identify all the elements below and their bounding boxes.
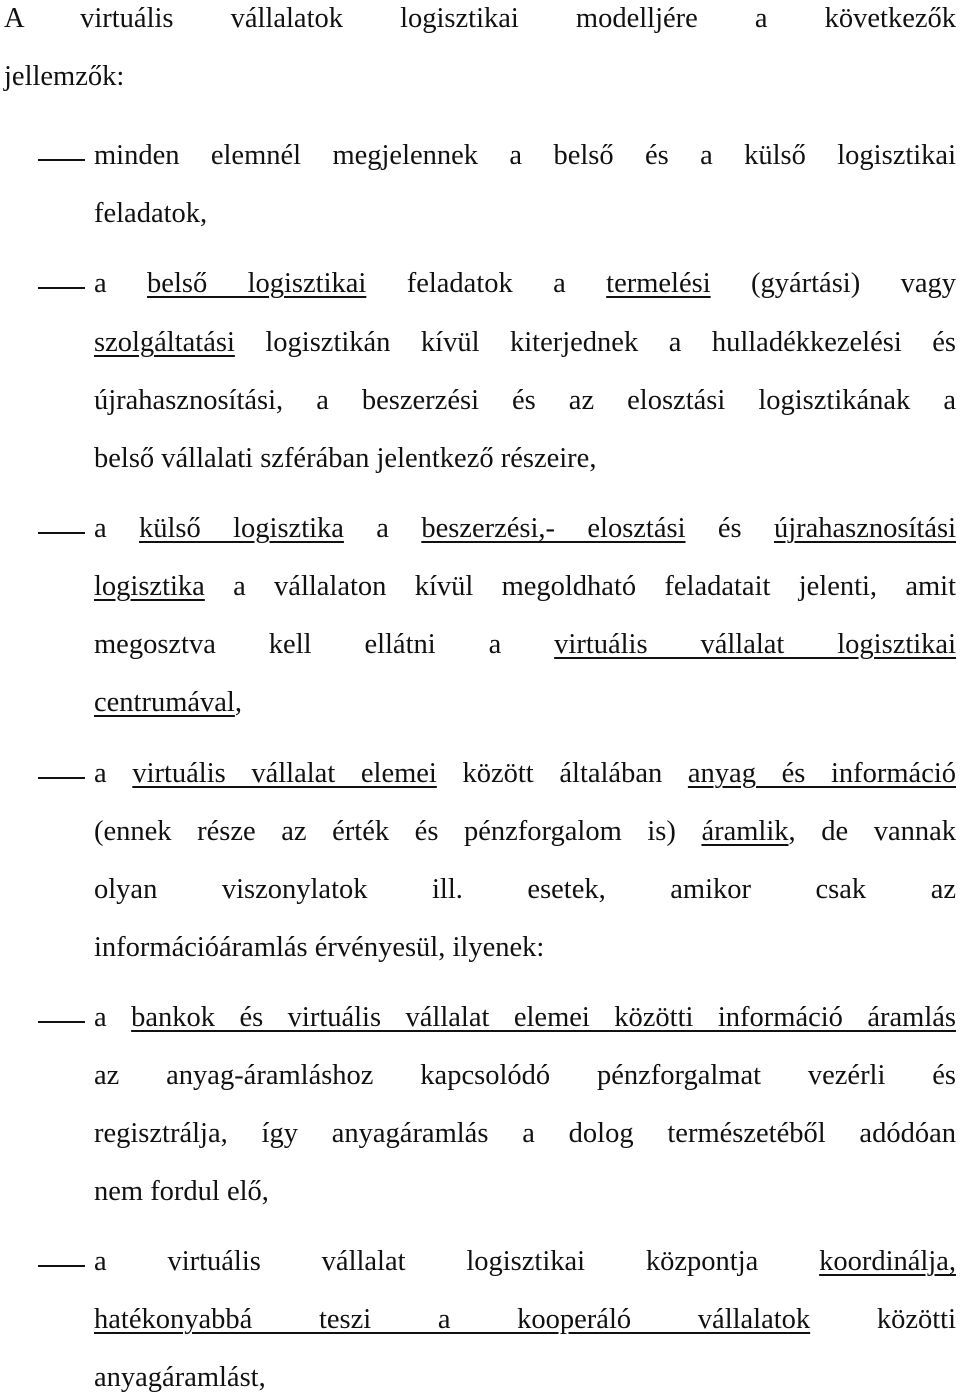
text-run: feladatok, — [94, 198, 208, 229]
text-run: a vállalaton kívül megoldható feladatait jelenti, amit — [204, 571, 956, 602]
list-item-line — [94, 1004, 956, 1033]
underlined-text: virtuális vállalat elemei — [132, 758, 437, 789]
underlined-text: újrahasznosítási — [773, 513, 957, 544]
list-item-line — [94, 387, 956, 416]
list-item-line — [94, 631, 956, 660]
list-item-line — [94, 1062, 956, 1091]
list-item-line — [94, 876, 956, 905]
underlined-text: hatékonyabbá teszi a kooperáló vállalatok — [94, 1304, 811, 1335]
text-run: közötti — [810, 1304, 956, 1335]
text-run: minden elemnél megjelennek a belső és a külső logisztikai — [94, 140, 956, 171]
list-item-line — [94, 573, 956, 602]
underlined-text: áramlik — [701, 816, 789, 847]
underlined-text: beszerzési,- elosztási — [421, 513, 686, 544]
list-item-line — [94, 445, 956, 474]
text-run: között általában — [436, 758, 688, 789]
bullet-dash — [38, 287, 85, 289]
list-item-line — [94, 1178, 956, 1207]
list-item-line — [94, 329, 956, 358]
text-run: a — [94, 513, 140, 544]
text-run: feladatok a — [366, 268, 607, 299]
text-run: (gyártási) vagy — [710, 268, 956, 299]
list-item-line — [94, 760, 956, 789]
text-run: olyan viszonylatok ill. esetek, amikor csak az — [94, 874, 956, 905]
bullet-dash — [38, 159, 85, 161]
text-run: a virtuális vállalat logisztikai központja — [94, 1246, 820, 1277]
bullet-dash — [38, 1265, 85, 1267]
text-run: , de vannak — [788, 816, 957, 847]
underlined-text: anyag és információ — [687, 758, 957, 789]
text-run: a — [94, 758, 133, 789]
list-item-line — [94, 270, 956, 299]
list-item-line — [94, 1306, 956, 1335]
underlined-text: szolgáltatási — [94, 327, 235, 358]
text-run: anyagáramlást, — [94, 1362, 266, 1393]
list-item-line — [94, 1120, 956, 1149]
text-run: belső vállalati szférában jelentkező részeire, — [94, 443, 597, 474]
text-run: és — [685, 513, 774, 544]
text-run: , — [234, 687, 242, 718]
bullet-dash — [38, 777, 85, 779]
list-item-line — [94, 142, 956, 171]
underlined-text: virtuális vállalat logisztikai — [554, 629, 956, 660]
bullet-dash — [38, 532, 85, 534]
list-item-line — [94, 689, 956, 718]
list-item-line — [94, 1248, 956, 1277]
underlined-text: bankok és virtuális vállalat elemei közötti információ áramlás — [131, 1002, 956, 1033]
text-run: logisztikán kívül kiterjednek a hulladékkezelési és — [234, 327, 956, 358]
underlined-text: koordinálja, — [819, 1246, 956, 1277]
text-run: újrahasznosítási, a beszerzési és az elosztási logisztikának a — [94, 385, 956, 416]
text-run: a — [343, 513, 422, 544]
bullet-dash — [38, 1021, 85, 1023]
text-run: (ennek része az érték és pénzforgalom is) — [94, 816, 702, 847]
underlined-text: logisztika — [94, 571, 205, 602]
text-run: a — [94, 1002, 132, 1033]
list-item-line — [94, 515, 956, 544]
intro-line-2: jellemzők: — [4, 61, 125, 92]
intro-line-1: A virtuális vállalatok logisztikai modelljére a következők — [4, 3, 956, 34]
list-item-line — [94, 934, 956, 963]
text-run: regisztrálja, így anyagáramlás a dolog természetéből adódóan — [94, 1118, 956, 1149]
text-run: nem fordul elő, — [94, 1176, 269, 1207]
text-run: információáramlás érvényesül, ilyenek: — [94, 932, 545, 963]
list-item-line — [94, 818, 956, 847]
text-run: az anyag-áramláshoz kapcsolódó pénzforgalmat vezérli és — [94, 1060, 956, 1091]
list-item-line — [94, 1364, 956, 1393]
underlined-text: külső logisztika — [139, 513, 344, 544]
underlined-text: belső logisztikai — [147, 268, 367, 299]
list-item-line — [94, 200, 956, 229]
underlined-text: termelési — [606, 268, 711, 299]
text-run: a — [94, 268, 148, 299]
underlined-text: centrumával — [94, 687, 235, 718]
text-run: megosztva kell ellátni a — [94, 629, 555, 660]
